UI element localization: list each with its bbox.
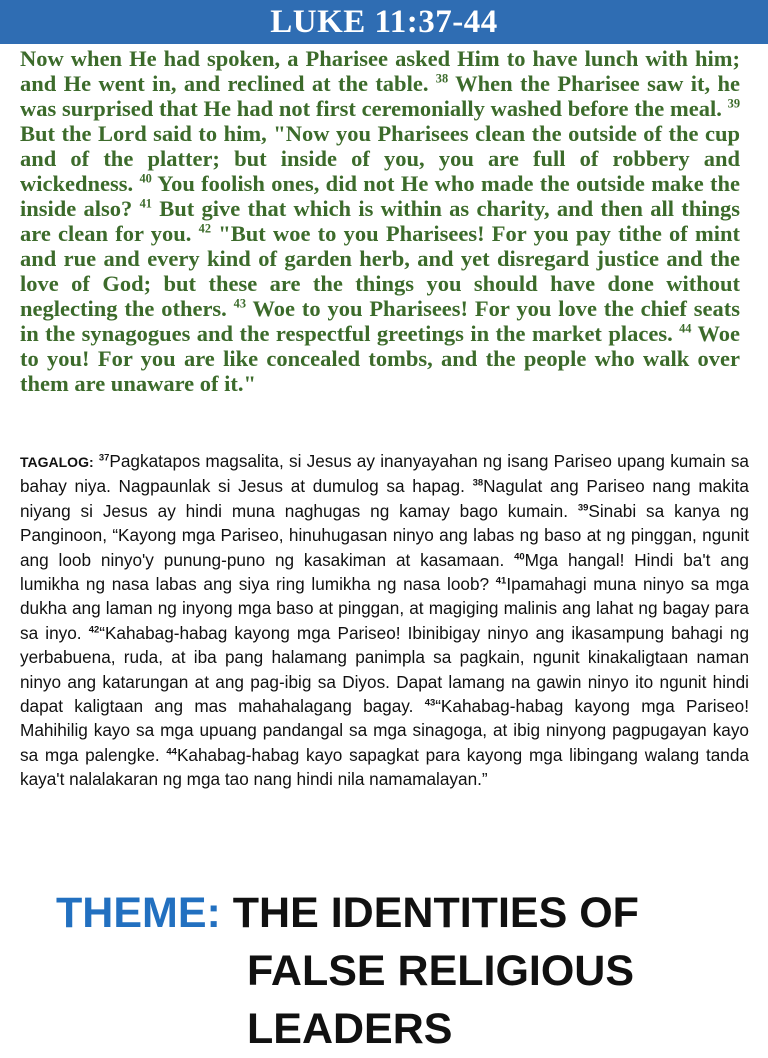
verse-text: Woe to you Pharisees! For you love the chief seats in the synagogues and the respectful greetings in the market places. bbox=[20, 296, 740, 346]
theme-block bbox=[56, 884, 756, 1058]
verse-text: “Kahabag-habag kayong mga Pariseo! Ibinibigay ninyo ang ikasampung bahagi ng yerbabuena, ruda, at iba pang halamang panimpla sa pagkain, ngunit kinakaligtaan naman ninyo ang katarungan at ang pag-ibig sa Diyos. Dapat lamang na gawin ninyo ito ngunit hindi dapat kaligtaan ang mas mahahalagang bagay. bbox=[20, 622, 749, 717]
verse-number: 38 bbox=[435, 71, 449, 86]
verse-text: "But woe to you Pharisees! For you pay tithe of mint and rue and every kind of garden herb, and yet disregard justice and the love of God; but these are the things you should have done without neglecting the others. bbox=[20, 221, 740, 321]
verse-number: 39 bbox=[577, 502, 589, 514]
verse-text: Pagkatapos magsalita, si Jesus ay inanyayahan ng isang Pariseo upang kumain sa bahay niya. Nagpaunlak si Jesus at dumulog sa hapag. bbox=[20, 451, 749, 497]
verse-text: But the Lord said to him, "Now you Pharisees clean the outside of the cup and of the platter; but inside of you, you are full of robbery and wickedness. bbox=[20, 121, 740, 196]
verse-text: Woe to you! For you are like concealed tombs, and the people who walk over them are unaware of it." bbox=[20, 321, 740, 396]
page-title: LUKE 11:37-44 bbox=[270, 3, 498, 40]
verse-number: 40 bbox=[139, 171, 152, 186]
verse-number: 38 bbox=[472, 477, 484, 489]
verse-text: When the Pharisee saw it, he was surprised that He had not first ceremonially washed before the meal. bbox=[20, 71, 740, 121]
verse-number: 39 bbox=[727, 96, 740, 111]
verse-number: 42 bbox=[198, 221, 212, 236]
theme-line-1 bbox=[56, 884, 756, 942]
verse-number: 43 bbox=[424, 697, 436, 709]
theme-title-1: THE IDENTITIES OF bbox=[232, 889, 639, 937]
verse-text: Kahabag-habag kayo sapagkat para kayong mga libingang walang tanda kaya't nalalakaran ng mga tao nang hindi nila namamalayan.” bbox=[20, 744, 749, 790]
verse-number: 41 bbox=[495, 575, 507, 587]
verse-text: You foolish ones, did not He who made the outside make the inside also? bbox=[20, 171, 740, 221]
verse-text: Mga hangal! Hindi ba't ang lumikha ng nasa labas ang siya ring lumikha ng nasa loob? bbox=[20, 549, 749, 595]
verse-number: 43 bbox=[233, 296, 247, 311]
theme-label: THEME: bbox=[56, 889, 221, 937]
tagalog-label: TAGALOG: bbox=[20, 454, 94, 470]
verse-number: 42 bbox=[88, 624, 100, 636]
theme-line-2: FALSE RELIGIOUS bbox=[247, 947, 635, 995]
verse-text: Nagulat ang Pariseo nang makita niyang si Jesus ay hindi muna naghugas ng kamay bago kumain. bbox=[20, 476, 749, 521]
verse-number: 44 bbox=[679, 321, 692, 336]
verse-text: Ipamahagi muna ninyo sa mga dukha ang laman ng inyong mga baso at pinggan, at magiging malinis ang lahat ng bagay para sa inyo. bbox=[20, 574, 749, 643]
verse-text: Sinabi sa kanya ng Panginoon, “Kayong mga Pariseo, hinuhugasan ninyo ang labas ng baso at ng pinggan, ngunit ang loob ninyo'y punung-puno ng kasakiman at kasamaan. bbox=[20, 500, 749, 570]
title-bar bbox=[0, 0, 768, 44]
verse-number: 44 bbox=[166, 746, 177, 758]
english-passage bbox=[20, 46, 740, 396]
verse-number: 37 bbox=[98, 452, 110, 464]
verse-number: 40 bbox=[514, 551, 525, 563]
tagalog-passage bbox=[20, 449, 749, 792]
verse-text: But give that which is within as charity, and then all things are clean for you. bbox=[20, 196, 740, 246]
verse-number: 41 bbox=[139, 196, 152, 211]
theme-line-3: LEADERS bbox=[247, 1005, 453, 1053]
verse-text: “Kahabag-habag kayong mga Pariseo! Mahihilig kayo sa mga upuang pandangal sa mga sinagoga, at ibig ninyong pagpugayan kayo sa mga palengke. bbox=[20, 696, 750, 765]
verse-text: Now when He had spoken, a Pharisee asked Him to have lunch with him; and He went in, and reclined at the table. bbox=[20, 46, 740, 96]
